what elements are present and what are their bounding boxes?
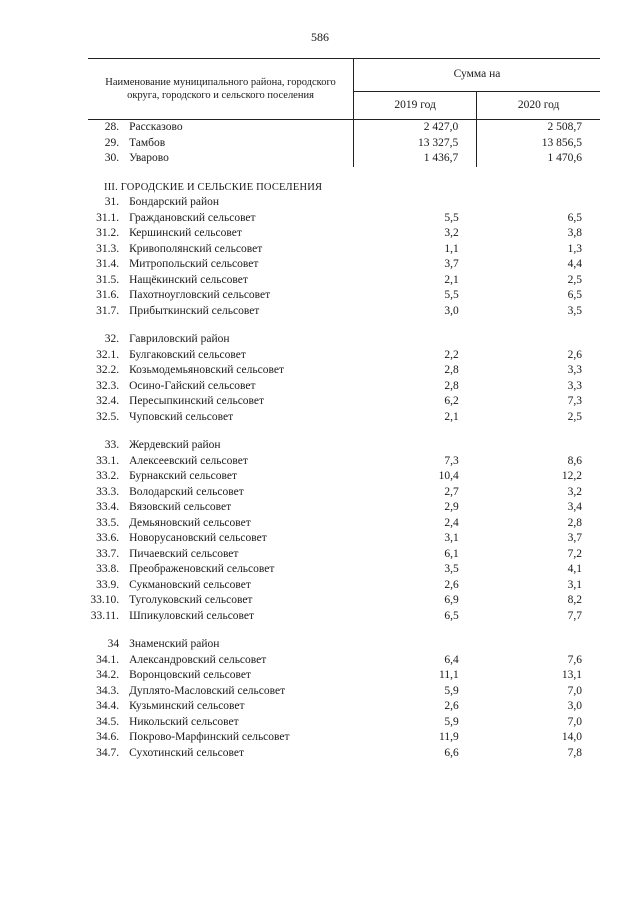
row-value-2020: 6,5 <box>567 211 582 224</box>
row-value-2020: 13 856,5 <box>477 136 600 152</box>
row-number: 30. <box>104 152 120 164</box>
row-name: Граждановский сельсовет <box>129 211 256 224</box>
table-row <box>88 226 600 242</box>
table-row <box>88 746 600 762</box>
row-value-2020: 13,1 <box>561 669 582 681</box>
row-number: 31.5. <box>96 273 120 286</box>
row-number: 33.10. <box>90 594 120 606</box>
table-row <box>88 547 600 563</box>
row-number: 34.7. <box>96 746 120 759</box>
table-row <box>88 273 600 289</box>
table-row <box>88 715 600 731</box>
row-name: Воронцовский сельсовет <box>129 669 251 681</box>
row-name: Кершинский сельсовет <box>129 227 242 239</box>
row-value-2020: 2,5 <box>567 273 582 286</box>
row-value-2020: 6,5 <box>567 289 582 301</box>
row-number: 33.4. <box>96 501 120 513</box>
table-row <box>88 242 600 258</box>
row-value-2019: 5,9 <box>444 715 459 728</box>
district-number: 33. <box>104 439 120 451</box>
row-value-2019: 5,5 <box>444 289 459 301</box>
district-title: Бондарский район <box>129 196 220 208</box>
row-value-2019: 2,8 <box>444 364 459 376</box>
row-name: Туголуковский сельсовет <box>129 594 253 606</box>
row-number: 33.6. <box>96 532 120 544</box>
row-number: 34.2. <box>96 669 120 681</box>
row-value-2019: 2,2 <box>444 348 459 361</box>
row-value-2020: 14,0 <box>561 731 582 743</box>
row-value-2019: 2,6 <box>444 578 459 591</box>
row-name: Преображеновский сельсовет <box>129 563 275 575</box>
row-name: Прибыткинский сельсовет <box>129 304 260 317</box>
row-value-2020: 7,7 <box>567 609 582 622</box>
table-row <box>88 684 600 700</box>
row-value-2019: 11,9 <box>439 731 459 743</box>
row-value-2019: 2,9 <box>444 501 459 513</box>
table-row <box>88 531 600 547</box>
header-year-2019: 2019 год <box>354 91 477 119</box>
table-row <box>88 211 600 227</box>
row-number: 32.4. <box>96 395 120 407</box>
row-value-2019: 5,5 <box>444 211 459 224</box>
table-row <box>88 120 600 136</box>
row-value-2019: 3,5 <box>444 563 459 575</box>
row-value-2020: 3,4 <box>567 501 582 513</box>
spacer-row <box>88 425 600 438</box>
table-body <box>88 120 600 762</box>
table-header <box>88 59 600 120</box>
row-value-2020: 7,8 <box>567 746 582 759</box>
row-value-2019: 3,1 <box>444 532 459 544</box>
row-value-2020: 1,3 <box>567 242 582 255</box>
row-value-2019: 3,7 <box>444 258 459 270</box>
table-row <box>88 668 600 684</box>
row-number: 33.11. <box>90 609 120 622</box>
row-name: Кузьминский сельсовет <box>129 700 245 712</box>
row-number: 32.2. <box>96 364 120 376</box>
header-year-2020: 2020 год <box>477 91 600 119</box>
row-value-2019: 6,2 <box>444 395 459 407</box>
row-name: Александровский сельсовет <box>129 653 267 666</box>
table-row <box>88 699 600 715</box>
row-number: 34.5. <box>96 715 120 728</box>
row-value-2020: 7,0 <box>567 684 582 697</box>
table-row <box>88 609 600 625</box>
table-row <box>88 485 600 501</box>
row-value-2020: 7,3 <box>567 395 582 407</box>
row-value-2019: 2,8 <box>444 379 459 392</box>
row-value-2020: 8,6 <box>567 454 582 467</box>
table-row <box>88 394 600 410</box>
table-row <box>88 288 600 304</box>
row-value-2020: 8,2 <box>567 594 582 606</box>
row-value-2019: 3,0 <box>444 304 459 317</box>
row-name: Пахотноугловский сельсовет <box>129 289 271 301</box>
row-name: Никольский сельсовет <box>129 715 239 728</box>
row-value-2019: 1 436,7 <box>354 151 477 167</box>
row-number: 33.3. <box>96 485 120 498</box>
row-value-2020: 2,6 <box>567 348 582 361</box>
row-value-2019: 3,2 <box>444 227 459 239</box>
row-name: Осино-Гайский сельсовет <box>129 379 256 392</box>
row-value-2020: 2,8 <box>567 516 582 529</box>
table-row <box>88 410 600 426</box>
row-name: Булгаковский сельсовет <box>129 348 246 361</box>
district-header-row <box>88 332 600 348</box>
row-number: 32.3. <box>96 379 120 392</box>
row-name: Бурнакский сельсовет <box>129 470 237 482</box>
table-row <box>88 257 600 273</box>
row-value-2019: 7,3 <box>444 454 459 467</box>
row-value-2020: 3,3 <box>567 364 582 376</box>
row-number: 32.1. <box>96 348 120 361</box>
row-value-2019: 2,7 <box>444 485 459 498</box>
row-value-2019: 6,9 <box>444 594 459 606</box>
row-name: Алексеевский сельсовет <box>129 454 248 467</box>
row-name: Сукмановский сельсовет <box>129 578 251 591</box>
row-value-2019: 6,5 <box>444 609 459 622</box>
row-number: 31.1. <box>96 211 120 224</box>
row-number: 33.8. <box>96 563 120 575</box>
table-row <box>88 363 600 379</box>
table-row <box>88 304 600 320</box>
district-title: Жердевский район <box>129 439 221 451</box>
row-value-2020: 7,0 <box>567 715 582 728</box>
row-value-2020: 12,2 <box>561 470 582 482</box>
spacer-row <box>88 624 600 637</box>
header-name-column: Наименование муниципального района, городского округа, городского и сельского поселения <box>88 59 354 120</box>
row-number: 34.4. <box>96 700 120 712</box>
section-title-row <box>88 180 600 196</box>
row-name: Рассказово <box>129 121 183 133</box>
spacer-row <box>88 319 600 332</box>
table-row <box>88 136 600 152</box>
row-name: Уварово <box>129 152 169 164</box>
row-name: Новорусановский сельсовет <box>129 532 267 544</box>
table-row <box>88 454 600 470</box>
row-number: 31.6. <box>96 289 120 301</box>
section-title: III. ГОРОДСКИЕ И СЕЛЬСКИЕ ПОСЕЛЕНИЯ <box>104 181 323 193</box>
row-value-2019: 2,4 <box>444 516 459 529</box>
row-value-2019: 6,1 <box>444 547 459 560</box>
header-sum-column: Сумма на <box>354 59 601 92</box>
row-value-2019: 2,6 <box>444 700 459 712</box>
row-value-2020: 3,0 <box>567 700 582 712</box>
table-row <box>88 379 600 395</box>
district-number: 31. <box>104 196 120 208</box>
row-value-2020: 3,2 <box>567 485 582 498</box>
row-value-2020: 1 470,6 <box>477 151 600 167</box>
row-number: 33.1. <box>96 454 120 467</box>
row-number: 31.4. <box>96 258 120 270</box>
row-value-2020: 3,7 <box>567 532 582 544</box>
table-row <box>88 562 600 578</box>
row-name: Володарский сельсовет <box>129 485 244 498</box>
district-header-row <box>88 637 600 653</box>
district-title: Гавриловский район <box>129 333 230 345</box>
table-row <box>88 500 600 516</box>
row-value-2019: 2 427,0 <box>354 120 477 136</box>
row-number: 33.5. <box>96 516 120 529</box>
row-value-2020: 4,1 <box>567 563 582 575</box>
row-value-2019: 10,4 <box>438 470 459 482</box>
row-value-2019: 5,9 <box>444 684 459 697</box>
row-name: Шпикуловский сельсовет <box>129 609 255 622</box>
row-number: 31.3. <box>96 242 120 255</box>
row-value-2019: 2,1 <box>444 273 459 286</box>
row-name: Дуплято-Масловский сельсовет <box>129 684 286 697</box>
row-value-2020: 3,1 <box>567 578 582 591</box>
row-name: Кривополянский сельсовет <box>129 242 263 255</box>
row-number: 34.6. <box>96 731 120 743</box>
district-number: 34 <box>107 638 120 650</box>
row-name: Пересыпкинский сельсовет <box>129 395 265 407</box>
table-row <box>88 151 600 167</box>
table-row <box>88 578 600 594</box>
row-value-2020: 7,2 <box>567 547 582 560</box>
row-value-2019: 6,6 <box>444 746 459 759</box>
row-name: Митропольский сельсовет <box>129 258 259 270</box>
row-value-2020: 2 508,7 <box>477 120 600 136</box>
row-value-2020: 3,3 <box>567 379 582 392</box>
row-name: Демьяновский сельсовет <box>129 516 251 529</box>
row-number: 28. <box>104 121 120 133</box>
table-row <box>88 653 600 669</box>
district-number: 32. <box>104 333 120 345</box>
row-name: Вязовский сельсовет <box>129 501 232 513</box>
row-number: 34.1. <box>96 653 120 666</box>
district-header-row <box>88 195 600 211</box>
row-name: Покрово-Марфинский сельсовет <box>129 731 290 743</box>
page-number: 586 <box>311 30 329 44</box>
table-row <box>88 593 600 609</box>
row-value-2020: 2,5 <box>567 410 582 423</box>
spacer-row <box>88 167 600 180</box>
row-name: Козьмодемьяновский сельсовет <box>129 364 284 376</box>
row-number: 31.2. <box>96 227 120 239</box>
table-row <box>88 730 600 746</box>
row-name: Тамбов <box>129 136 166 149</box>
row-value-2019: 2,1 <box>444 410 459 423</box>
row-value-2019: 13 327,5 <box>354 136 477 152</box>
row-value-2019: 11,1 <box>439 669 459 681</box>
row-value-2019: 1,1 <box>444 242 459 255</box>
row-number: 33.9. <box>96 578 120 591</box>
district-header-row <box>88 438 600 454</box>
row-number: 31.7. <box>96 304 120 317</box>
row-name: Нащёкинский сельсовет <box>129 273 248 286</box>
row-value-2020: 3,8 <box>567 227 582 239</box>
row-number: 34.3. <box>96 684 120 697</box>
row-value-2020: 3,5 <box>567 304 582 317</box>
row-name: Чуповский сельсовет <box>129 410 234 423</box>
table-row <box>88 516 600 532</box>
row-number: 33.7. <box>96 547 120 560</box>
row-name: Сухотинский сельсовет <box>129 746 244 759</box>
row-value-2020: 4,4 <box>567 258 582 270</box>
district-title: Знаменский район <box>129 638 220 650</box>
budget-table <box>88 58 600 761</box>
row-name: Пичаевский сельсовет <box>129 547 239 560</box>
row-number: 33.2. <box>96 470 120 482</box>
table-row <box>88 469 600 485</box>
row-number: 32.5. <box>96 410 120 423</box>
row-value-2019: 6,4 <box>444 653 459 666</box>
table-row <box>88 348 600 364</box>
row-number: 29. <box>104 136 120 149</box>
row-value-2020: 7,6 <box>567 653 582 666</box>
